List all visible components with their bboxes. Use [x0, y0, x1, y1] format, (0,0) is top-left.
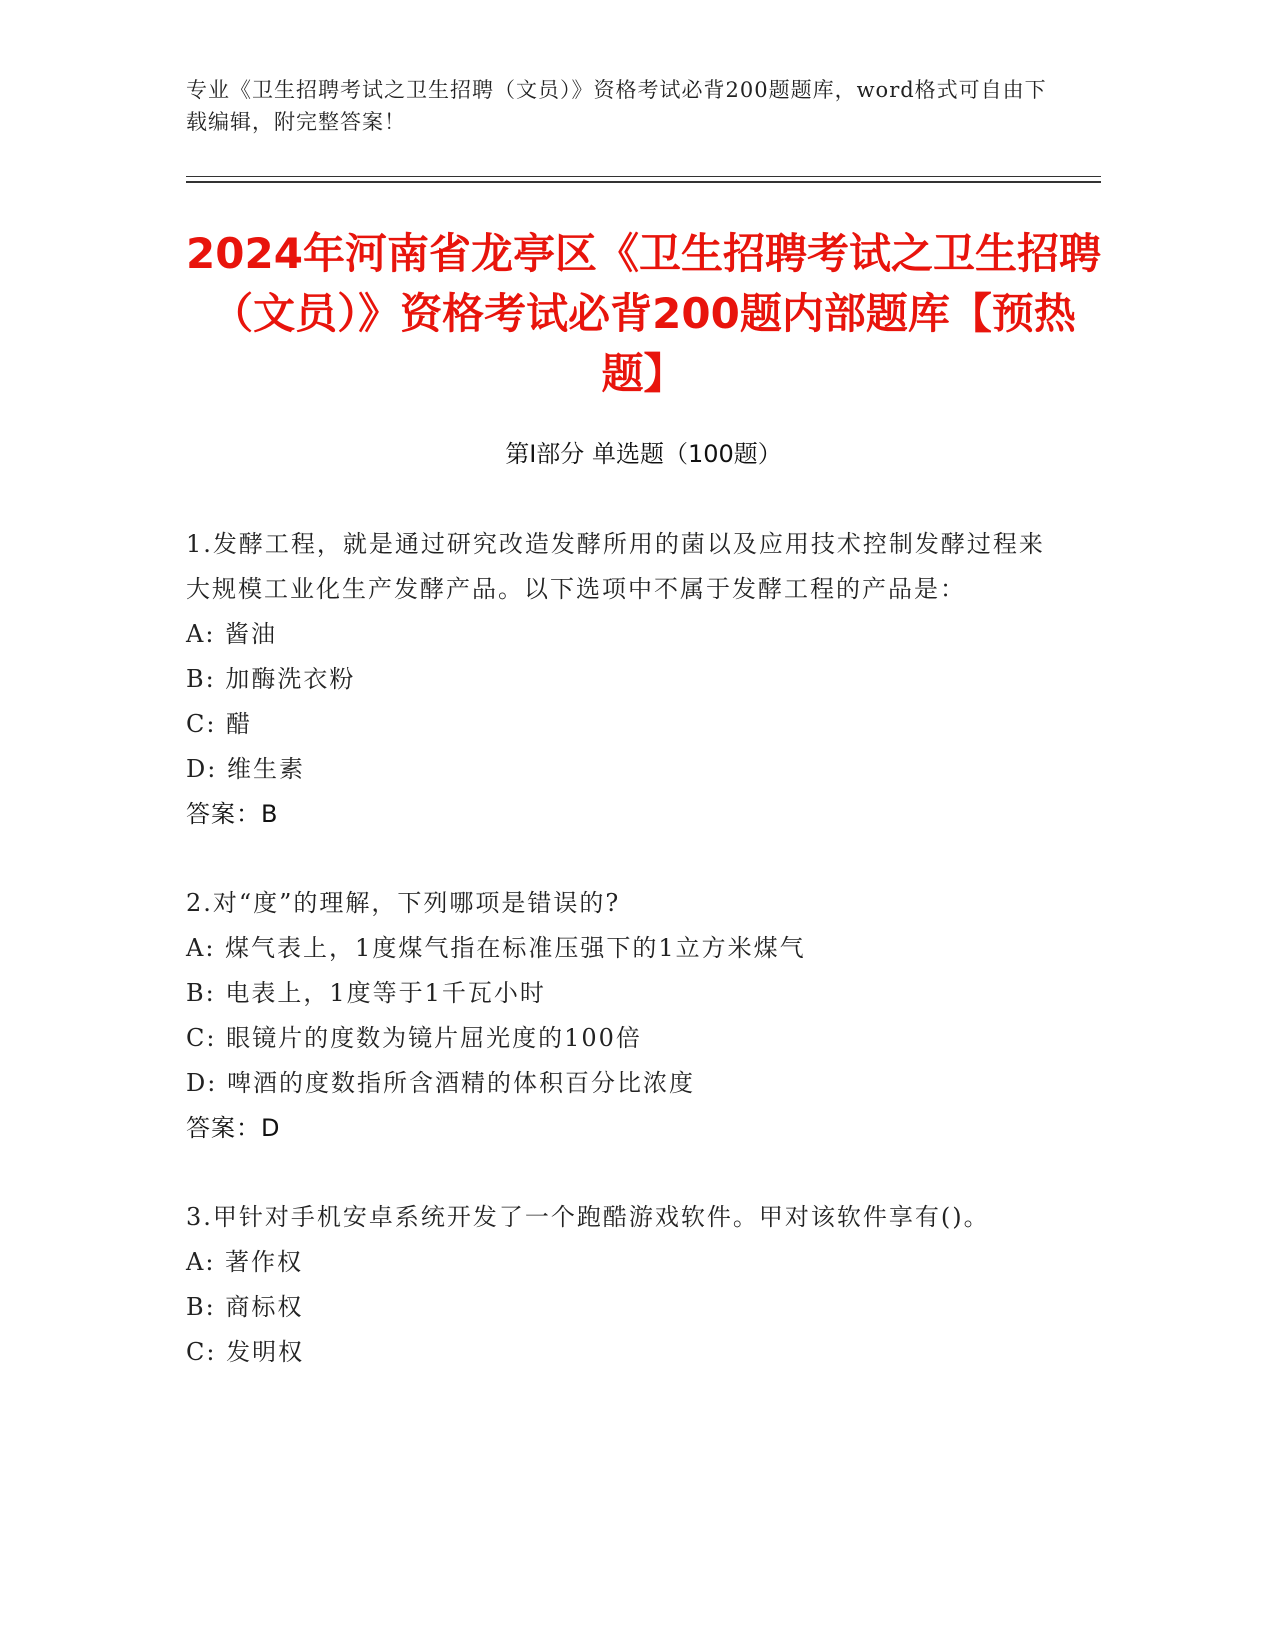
question-3	[186, 1195, 1066, 1375]
document-title: 2024年河南省龙亭区《卫生招聘考试之卫生招聘（文员）》资格考试必背200题内部题库【预热题】	[186, 229, 1101, 398]
question-1	[186, 522, 1066, 837]
option-b: B: 加酶洗衣粉	[186, 665, 356, 693]
option-c: C: 发明权	[186, 1338, 305, 1366]
option-a: A: 煤气表上，1度煤气指在标准压强下的1立方米煤气	[186, 934, 806, 962]
question-stem: 3.甲针对手机安卓系统开发了一个跑酷游戏软件。甲对该软件享有()。	[186, 1203, 990, 1231]
option-b: B: 电表上，1度等于1千瓦小时	[186, 979, 546, 1007]
option-a: A: 著作权	[186, 1248, 304, 1276]
answer: 答案：B	[186, 800, 279, 828]
option-c: C: 眼镜片的度数为镜片屈光度的100倍	[186, 1024, 642, 1052]
header-divider-thick	[186, 181, 1101, 183]
question-stem: 1.发酵工程，就是通过研究改造发酵所用的菌以及应用技术控制发酵过程来大规模工业化生产发酵产品。以下选项中不属于发酵工程的产品是：	[186, 530, 1045, 603]
option-b: B: 商标权	[186, 1293, 304, 1321]
question-stem: 2.对“度”的理解，下列哪项是错误的?	[186, 889, 621, 917]
header-divider-thin	[186, 176, 1101, 177]
option-a: A: 酱油	[186, 620, 278, 648]
option-d: D: 维生素	[186, 755, 305, 783]
header-note: 专业《卫生招聘考试之卫生招聘（文员）》资格考试必背200题题库，word格式可自由下载编辑，附完整答案！	[186, 78, 1047, 134]
question-2	[186, 881, 1066, 1151]
option-d: D: 啤酒的度数指所含酒精的体积百分比浓度	[186, 1069, 695, 1097]
question-list	[186, 522, 1066, 1419]
option-c: C: 醋	[186, 710, 253, 738]
section-title: 第Ⅰ部分 单选题（100题）	[505, 440, 782, 468]
answer: 答案：D	[186, 1114, 281, 1142]
